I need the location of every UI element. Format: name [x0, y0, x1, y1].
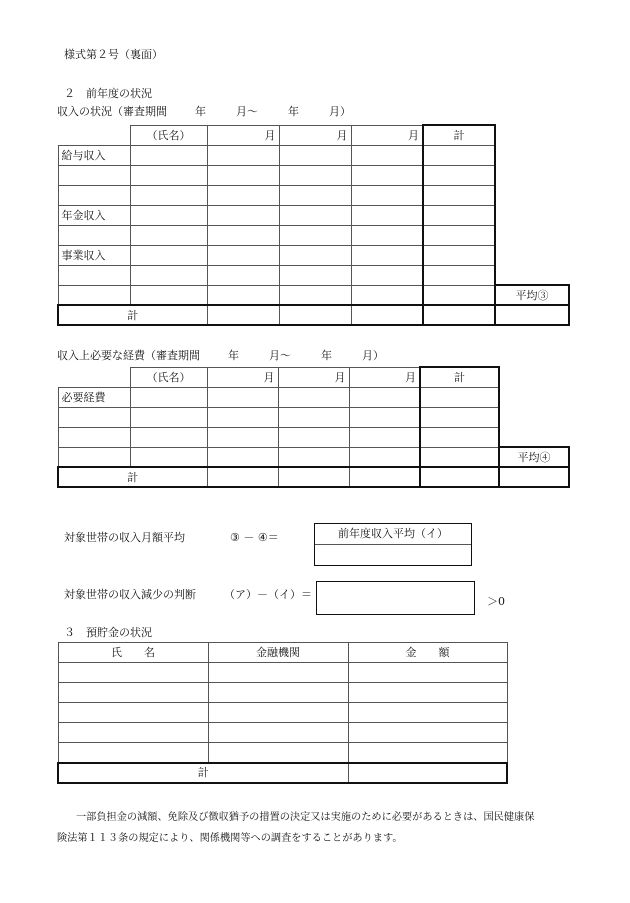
savings-name-cell[interactable]	[58, 743, 208, 763]
savings-bank-cell[interactable]	[208, 703, 348, 723]
income-cell[interactable]	[207, 285, 279, 305]
income-cell[interactable]	[207, 185, 279, 205]
income-cell[interactable]	[351, 265, 423, 285]
income-caption	[57, 106, 351, 117]
expense-col-month-2: 月	[278, 367, 349, 387]
income-caption-month1: 月～	[236, 105, 258, 118]
savings-amount-cell[interactable]	[348, 663, 507, 683]
income-cell[interactable]	[279, 285, 351, 305]
expense-cell[interactable]	[349, 447, 420, 467]
expense-cell[interactable]	[207, 407, 278, 427]
expense-col-month-3: 月	[349, 367, 420, 387]
savings-total-row	[58, 763, 507, 783]
footer-note-line1: 一部負担金の減額、免除及び徴収猶予の措置の決定又は実施のために必要があるときは、国民健康保	[76, 812, 535, 823]
income-cell[interactable]	[207, 225, 279, 245]
savings-amount-cell[interactable]	[348, 683, 507, 703]
savings-header-row	[58, 643, 507, 663]
footer-note-line2: 険法第１１３条の規定により、関係機関等への調査をすることがあります。	[57, 833, 403, 844]
income-average-label: 平均③	[495, 285, 569, 305]
income-row-business: 事業収入	[58, 245, 130, 265]
income-total-month-cell[interactable]	[207, 305, 279, 325]
table-row	[58, 165, 569, 185]
expense-cell[interactable]	[207, 447, 278, 467]
income-total-cell[interactable]	[423, 285, 495, 305]
income-name-cell[interactable]	[130, 165, 207, 185]
decrease-suffix: ＞0	[487, 595, 505, 608]
savings-name-cell[interactable]	[58, 723, 208, 743]
income-total-cell[interactable]	[423, 245, 495, 265]
table-row	[58, 265, 569, 285]
income-cell[interactable]	[279, 205, 351, 225]
savings-table	[57, 642, 508, 784]
expense-cell[interactable]	[349, 387, 420, 407]
section-3-title: ３ 預貯金の状況	[64, 626, 152, 639]
expense-header-row	[58, 367, 569, 387]
income-cell[interactable]	[207, 245, 279, 265]
expense-cell[interactable]	[278, 387, 349, 407]
expense-cell[interactable]	[207, 427, 278, 447]
expense-total-row	[58, 467, 569, 487]
table-row	[58, 205, 569, 225]
savings-amount-cell[interactable]	[348, 703, 507, 723]
table-row	[58, 703, 507, 723]
savings-bank-cell[interactable]	[208, 683, 348, 703]
table-row	[58, 145, 569, 165]
income-name-cell[interactable]	[130, 185, 207, 205]
income-row-pension: 年金収入	[58, 205, 130, 225]
income-caption-month2: 月）	[329, 105, 351, 118]
table-row	[58, 663, 507, 683]
income-cell[interactable]	[351, 205, 423, 225]
expense-cell[interactable]	[278, 447, 349, 467]
expense-col-total: 計	[420, 367, 499, 387]
table-row	[58, 683, 507, 703]
income-cell[interactable]	[207, 145, 279, 165]
income-caption-year2: 年	[288, 105, 299, 118]
savings-col-bank: 金融機関	[208, 643, 348, 663]
expense-average-label: 平均④	[499, 447, 569, 467]
savings-col-amount: 金 額	[348, 643, 507, 663]
expense-name-cell[interactable]	[130, 407, 207, 427]
expense-total-label: 計	[58, 467, 207, 487]
decrease-label: 対象世帯の収入減少の判断	[64, 588, 196, 601]
form-number: 様式第２号（裏面）	[64, 48, 163, 61]
income-total-cell[interactable]	[423, 205, 495, 225]
income-cell[interactable]	[351, 165, 423, 185]
monthly-average-label: 対象世帯の収入月額平均	[64, 531, 185, 544]
expense-total-cell[interactable]	[420, 407, 499, 427]
income-cell[interactable]	[207, 165, 279, 185]
expense-col-name: （氏名）	[130, 367, 207, 387]
income-cell[interactable]	[279, 225, 351, 245]
income-grand-total-cell[interactable]	[423, 305, 495, 325]
expense-cell[interactable]	[278, 407, 349, 427]
expense-name-cell[interactable]	[130, 387, 207, 407]
expense-caption-month2: 月）	[362, 349, 384, 362]
income-col-month-3: 月	[351, 125, 423, 145]
savings-total-value[interactable]	[348, 763, 507, 783]
expense-cell[interactable]	[349, 407, 420, 427]
income-table	[57, 124, 570, 326]
income-name-cell[interactable]	[130, 285, 207, 305]
expense-row-label: 必要経費	[58, 387, 130, 407]
income-cell[interactable]	[279, 245, 351, 265]
expense-col-month-1: 月	[207, 367, 278, 387]
expense-caption-month1: 月～	[269, 349, 291, 362]
expense-cell[interactable]	[278, 427, 349, 447]
table-row	[58, 225, 569, 245]
prior-year-average-label: 前年度収入平均（イ）	[315, 524, 471, 545]
income-col-month-1: 月	[207, 125, 279, 145]
expense-cell[interactable]	[349, 427, 420, 447]
expense-total-cell[interactable]	[420, 387, 499, 407]
table-row	[58, 723, 507, 743]
income-total-cell[interactable]	[423, 265, 495, 285]
expense-total-cell[interactable]	[420, 447, 499, 467]
income-name-cell[interactable]	[130, 145, 207, 165]
income-cell[interactable]	[351, 185, 423, 205]
income-name-cell[interactable]	[130, 265, 207, 285]
income-cell[interactable]	[351, 225, 423, 245]
savings-bank-cell[interactable]	[208, 743, 348, 763]
income-cell[interactable]	[279, 165, 351, 185]
section-2-title: ２ 前年度の状況	[64, 87, 152, 100]
savings-bank-cell[interactable]	[208, 663, 348, 683]
decrease-formula: （ア）－（イ）＝	[224, 588, 312, 601]
savings-name-cell[interactable]	[58, 703, 208, 723]
income-name-cell[interactable]	[130, 225, 207, 245]
income-cell[interactable]	[207, 265, 279, 285]
income-row-salary: 給与収入	[58, 145, 130, 165]
savings-bank-cell[interactable]	[208, 723, 348, 743]
income-cell[interactable]	[279, 185, 351, 205]
expense-total-month-cell[interactable]	[349, 467, 420, 487]
income-col-name: （氏名）	[130, 125, 207, 145]
table-row	[58, 427, 569, 447]
expense-total-cell[interactable]	[420, 427, 499, 447]
income-cell[interactable]	[207, 205, 279, 225]
expense-name-cell[interactable]	[130, 447, 207, 467]
savings-name-cell[interactable]	[58, 683, 208, 703]
income-cell[interactable]	[279, 265, 351, 285]
table-row	[58, 387, 569, 407]
savings-name-cell[interactable]	[58, 663, 208, 683]
income-total-month-cell[interactable]	[279, 305, 351, 325]
income-total-month-cell[interactable]	[351, 305, 423, 325]
income-total-label: 計	[58, 305, 207, 325]
income-caption-prefix: 収入の状況（審査期間	[57, 105, 167, 118]
income-name-cell[interactable]	[130, 245, 207, 265]
income-total-row	[58, 305, 569, 325]
income-cell[interactable]	[351, 245, 423, 265]
expense-total-month-cell[interactable]	[207, 467, 278, 487]
income-col-total: 計	[423, 125, 495, 145]
table-row	[58, 285, 569, 305]
decrease-result-box[interactable]	[316, 581, 475, 615]
income-total-cell[interactable]	[423, 185, 495, 205]
prior-year-average-box	[314, 523, 472, 566]
table-row	[58, 743, 507, 763]
expense-caption	[57, 350, 384, 361]
income-total-cell[interactable]	[423, 165, 495, 185]
income-cell[interactable]	[351, 285, 423, 305]
table-row	[58, 245, 569, 265]
income-name-cell[interactable]	[130, 205, 207, 225]
expense-grand-total-cell[interactable]	[420, 467, 499, 487]
savings-col-name: 氏 名	[58, 643, 208, 663]
table-row	[58, 407, 569, 427]
income-header-row	[58, 125, 569, 145]
prior-year-average-value[interactable]	[315, 545, 471, 565]
income-cell[interactable]	[279, 145, 351, 165]
savings-amount-cell[interactable]	[348, 743, 507, 763]
income-col-month-2: 月	[279, 125, 351, 145]
expense-table	[57, 366, 570, 488]
expense-caption-year1: 年	[228, 349, 239, 362]
income-total-cell[interactable]	[423, 145, 495, 165]
income-average-value[interactable]	[495, 305, 569, 325]
expense-average-value[interactable]	[499, 467, 569, 487]
monthly-average-formula: ③ － ④＝	[230, 531, 279, 544]
income-cell[interactable]	[351, 145, 423, 165]
expense-total-month-cell[interactable]	[278, 467, 349, 487]
table-row	[58, 185, 569, 205]
expense-cell[interactable]	[207, 387, 278, 407]
income-total-cell[interactable]	[423, 225, 495, 245]
table-row	[58, 447, 569, 467]
expense-name-cell[interactable]	[130, 427, 207, 447]
expense-caption-year2: 年	[321, 349, 332, 362]
savings-total-label: 計	[58, 763, 348, 783]
savings-amount-cell[interactable]	[348, 723, 507, 743]
income-caption-year1: 年	[195, 105, 206, 118]
expense-caption-prefix: 収入上必要な経費（審査期間	[57, 349, 200, 362]
